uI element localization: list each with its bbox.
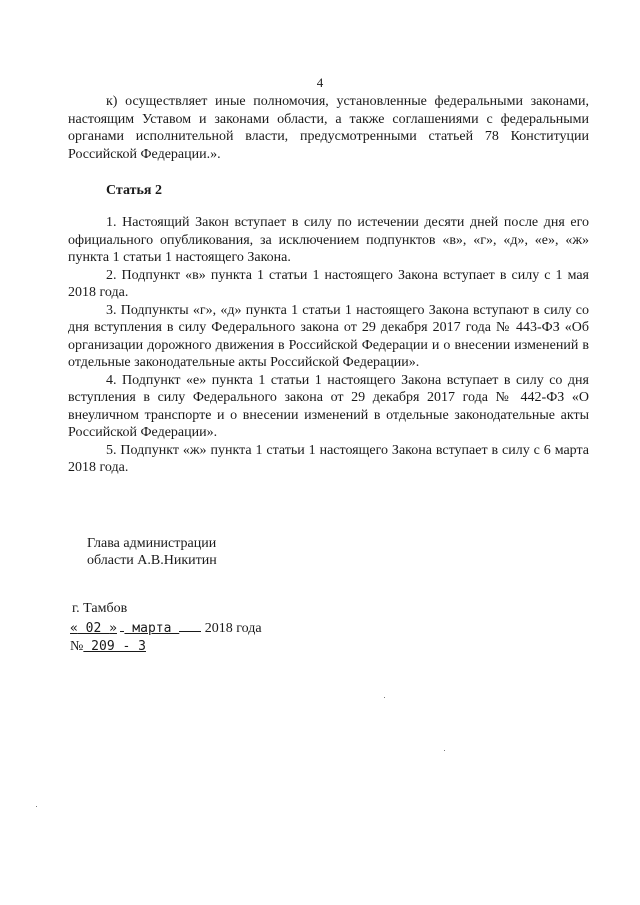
signature-block <box>87 535 217 569</box>
number-prefix: № <box>70 639 84 654</box>
date-day-open-quote: « <box>70 621 78 636</box>
date-year: 2018 года <box>204 621 262 636</box>
date-day-close-quote: » <box>109 621 117 636</box>
scan-speck <box>384 697 385 698</box>
article-paragraph-1: 1. Настоящий Закон вступает в силу по истечении десяти дней после дня его официального опубликования, за исключением подпунктов «в», «г», «д», «е», «ж» пункта 1 статьи 1 настоящего Закона. <box>68 215 589 265</box>
article-paragraph-2: 2. Подпункт «в» пункта 1 статьи 1 настоящего Закона вступает в силу с 1 мая 2018 года. <box>68 267 589 300</box>
signature-name: области А.В.Никитин <box>87 553 217 568</box>
article-paragraph-3: 3. Подпункты «г», «д» пункта 1 статьи 1 настоящего Закона вступают в силу со дня вступления в силу Федерального закона от 29 декабря 2017 года № 443-ФЗ «Об организации дорожного движения в Российской Федерации и о внесении изменений в отдельные законодательные акты Российской Федерации». <box>68 302 589 370</box>
article-heading: Статья 2 <box>106 183 162 198</box>
place-date-block <box>70 600 262 656</box>
article-body <box>68 214 589 477</box>
number-line <box>70 638 262 656</box>
date-month: марта <box>124 621 180 636</box>
page-number: 4 <box>316 75 324 90</box>
article-paragraph-4: 4. Подпункт «е» пункта 1 статьи 1 настоящего Закона вступает в силу со дня вступления в силу Федерального закона от 29 декабря 2017 года № 442-ФЗ «О внеуличном транспорте и о внесении изменений в отдельные законодательные акты Российской Федерации». <box>68 372 589 440</box>
signature-title: Глава администрации <box>87 536 217 551</box>
scan-speck <box>36 806 37 807</box>
scan-speck <box>444 750 445 751</box>
date-line <box>70 618 262 638</box>
clause-k-text: к) осуществляет иные полномочия, установленные федеральными законами, настоящим Уставом и законами области, а также соглашениями с федеральными органами исполнительной власти, предусмотренными статьей 78 Конституции Российской Федерации.». <box>68 94 589 162</box>
clause-k <box>68 93 589 163</box>
city: г. Тамбов <box>72 601 128 616</box>
document-number: 209 - 3 <box>83 639 146 654</box>
date-underline <box>179 618 201 632</box>
date-day: 02 <box>77 621 110 636</box>
article-paragraph-5: 5. Подпункт «ж» пункта 1 статьи 1 настоящего Закона вступает в силу с 6 марта 2018 года. <box>68 442 589 475</box>
